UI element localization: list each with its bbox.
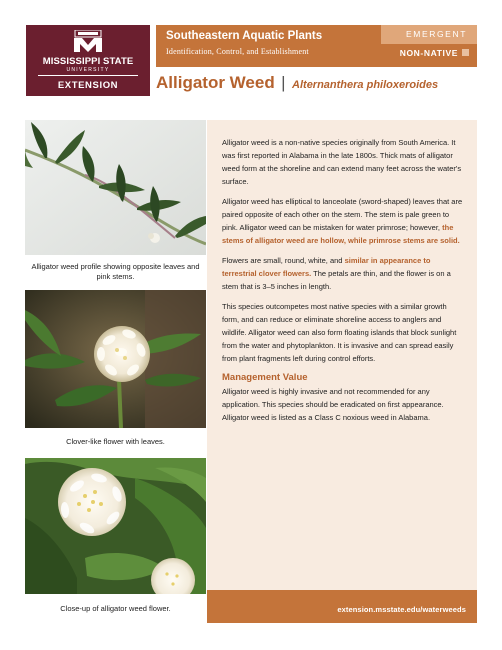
footer-band [207,590,477,623]
series-title: Southeastern Aquatic Plants [166,30,323,42]
caption-plant-profile: Alligator weed profile showing opposite leaves and pink stems. [31,262,200,281]
msu-m-emblem-icon [72,30,104,52]
badge-emergent: EMERGENT [381,25,477,44]
logo-university-name: MISSISSIPPI STATE [42,56,134,67]
footer-url-link[interactable]: extension.msstate.edu/waterweeds [337,605,466,614]
photo-plant-profile [25,120,206,255]
logo-extension-label: EXTENSION [57,80,119,91]
page-title [156,73,477,99]
caption-clover-flower: Clover-like flower with leaves. [66,437,165,446]
logo-divider [38,75,138,76]
series-subtitle: Identification, Control, and Establishment [166,47,309,56]
common-name: Alligator Weed [156,73,275,92]
title-divider: | [281,73,286,92]
flowers-text-start: Flowers are small, round, white, and [222,256,345,265]
msu-extension-logo[interactable] [26,25,150,96]
paragraph-management: Alligator weed is highly invasive and not recommended for any application. This species should be eradicated on first appearance. Alligator weed is listed as a Class C noxious weed in Alabama. [222,387,444,422]
photo-clover-flower [25,290,206,428]
photo-flower-closeup [25,458,206,594]
clover-flower-image [25,290,206,428]
logo-university-label: UNIVERSITY [66,67,110,73]
leaves-stems-text: Alligator weed has elliptical to lanceolate (sword-shaped) leaves that are paired opposite of each other on the stem. The stem is pale green to pink. Alligator weed can be mistaken for water primrose; however, [222,197,463,232]
badge-non-native [400,48,469,58]
square-icon [462,49,469,56]
management-value-heading: Management Value [222,372,308,383]
badge-non-native-label: NON-NATIVE [399,48,458,58]
highlight-clover-flowers: similar in appearance to terrestrial clover flowers. [222,256,431,278]
paragraph-origin: Alligator weed is a non-native species originally from South America. It was first reported in Alabama in the late 1800s. Thick mats of alligator weed form at the shoreline and can extend many feet across the water's surface. [222,138,462,186]
paragraph-leaves-stems [222,195,465,247]
paragraph-flowers [222,254,465,293]
flowers-text-end: The petals are thin, and the flower is on a stem that is 3–5 inches in length. [222,269,451,291]
scientific-name: Alternanthera philoxeroides [292,79,439,91]
description-panel [207,120,477,590]
highlight-hollow-stems: the stems of alligator weed are hollow, while primrose stems are solid. [222,223,460,245]
header-band [156,25,477,67]
paragraph-invasiveness: This species outcompetes most native species with a similar growth form, and can reduce or eliminate shoreline access to anglers and wildlife. Alligator weed can also form floating islands that block sunlight from the water and phytoplankton. It is invasive and can spread easily from plant fragments left during control efforts. [222,302,457,363]
flower-closeup-image [25,458,206,594]
plant-profile-image [25,120,206,255]
caption-flower-closeup: Close-up of alligator weed flower. [60,604,171,613]
